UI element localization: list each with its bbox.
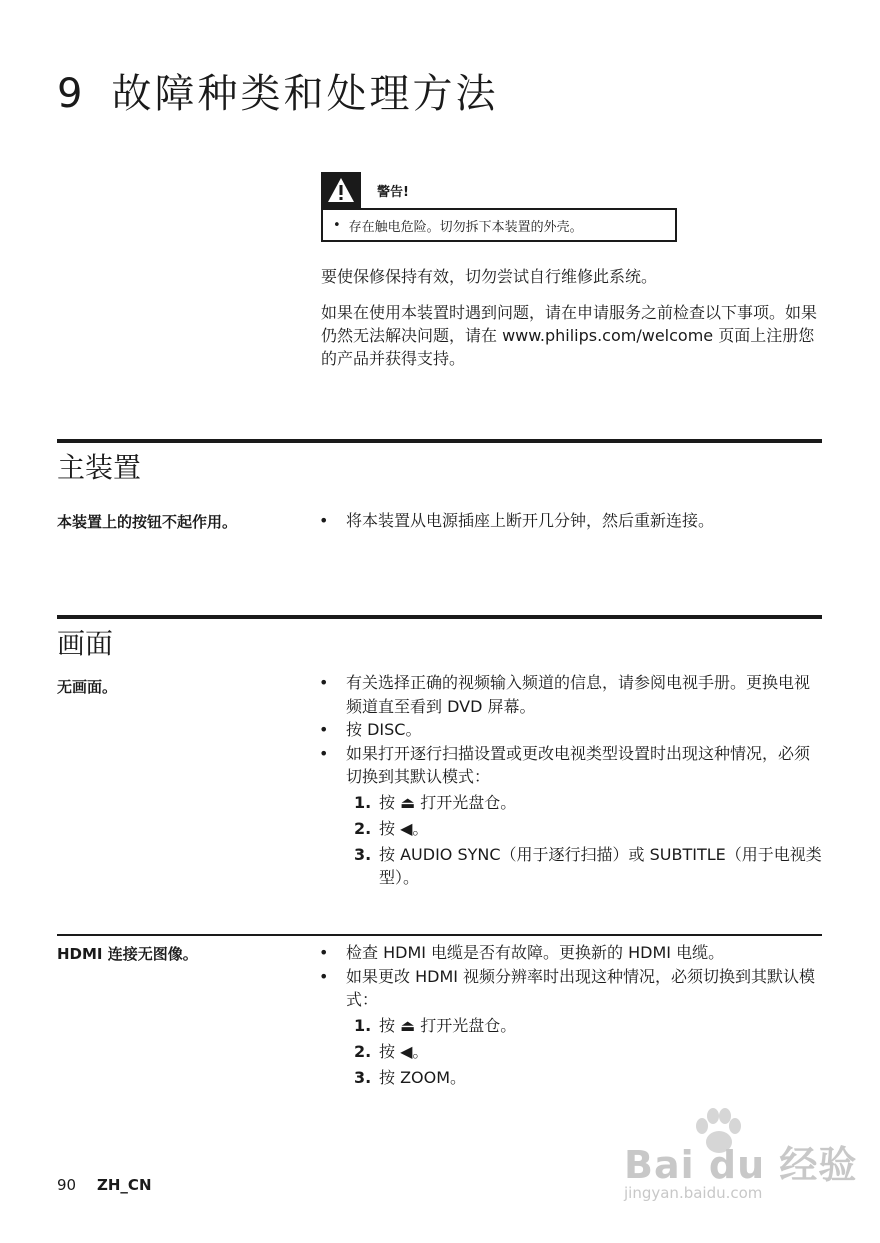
solution-item: • 将本装置从电源插座上断开几分钟，然后重新连接。 [319,509,823,533]
solution-item: • 如果打开逐行扫描设置或更改电视类型设置时出现这种情况，必须切换到其默认模式： 1. 按 ⏏ 打开光盘仓。 2. 按 ◀。 3. 按 AUDIO SYNC（用于逐行扫描）或 SUBTITLE（用于电视类型）。 [319,742,823,890]
warning-icon [321,172,361,208]
chapter-number: 9 [57,71,86,117]
bullet-icon: • [319,511,329,530]
bullet-icon: • [319,943,329,962]
section-title-main-unit: 主装置 [57,451,142,484]
step-item: 2. 按 ◀。 [354,818,429,838]
solution-item: • 检查 HDMI 电缆是否有故障。更换新的 HDMI 电缆。 [319,941,823,965]
solution-item: • 按 DISC。 [319,718,823,742]
warning-box [321,172,677,242]
solution-item: • 有关选择正确的视频输入频道的信息，请参阅电视手册。更换电视频道直至看到 DVD 屏幕。 [319,673,811,716]
solutions-buttons [319,509,823,533]
chapter-title [57,62,498,119]
warning-label: 警告! [377,184,409,200]
problem-hdmi: HDMI 连接无图像。 [57,945,198,963]
intro-support: 如果在使用本装置时遇到问题，请在申请服务之前检查以下事项。如果仍然无法解决问题，请在 www.philips.com/welcome 页面上注册您的产品并获得支持。 [321,303,818,368]
solution-item: • 如果更改 HDMI 视频分辨率时出现这种情况，必须切换到其默认模式： 1. 按 ⏏ 打开光盘仓。 2. 按 ◀。 3. 按 ZOOM。 [319,965,823,1090]
watermark-url: jingyan.baidu.com [624,1184,763,1202]
chapter-title-text: 故障种类和处理方法 [111,71,499,117]
steps-list [346,1014,823,1090]
baidu-watermark [620,1108,858,1208]
step-item: 3. 按 AUDIO SYNC（用于逐行扫描）或 SUBTITLE（用于电视类型）。 [354,844,822,887]
problem-no-picture: 无画面。 [57,678,118,696]
watermark-main: Bai du 经验 [624,1143,858,1187]
section-divider [57,439,822,443]
solutions-hdmi [319,941,823,1092]
warning-header [321,172,677,208]
step-item: 1. 按 ⏏ 打开光盘仓。 [354,792,517,812]
warning-text: 存在触电危险。切勿拆下本装置的外壳。 [348,219,583,235]
intro-warranty: 要使保修保持有效，切勿尝试自行维修此系统。 [321,267,658,286]
step-item: 1. 按 ⏏ 打开光盘仓。 [354,1015,517,1035]
step-item: 2. 按 ◀。 [354,1041,429,1061]
problem-buttons: 本装置上的按钮不起作用。 [57,513,238,531]
steps-list [346,791,823,890]
bullet-icon: • [319,720,329,739]
page-number: 90 [57,1176,77,1194]
section-title-picture: 画面 [57,627,114,660]
problem-divider [57,934,822,936]
section-divider [57,615,822,619]
language-code: ZH_CN [97,1176,152,1194]
step-item: 3. 按 ZOOM。 [354,1067,467,1087]
bullet-icon: • [319,743,329,763]
bullet-icon: • [319,673,329,692]
solutions-no-picture [319,671,823,892]
bullet-icon: • [319,966,329,986]
bullet-icon: • [333,217,341,233]
warning-body [321,208,677,242]
